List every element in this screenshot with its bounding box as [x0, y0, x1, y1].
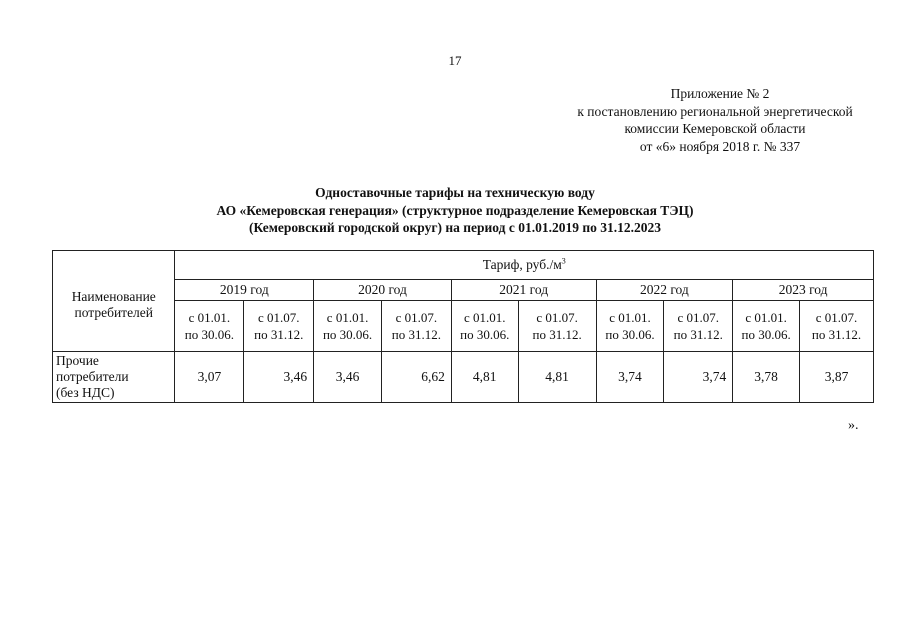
consumer-name-line-1: Прочие	[56, 353, 99, 368]
tariff-value-cell: 3,78	[733, 352, 800, 403]
title-line-1: Одноставочные тарифы на техническую воду	[315, 185, 595, 200]
period-end: по 30.06.	[184, 327, 234, 342]
years-row	[53, 280, 874, 301]
period-start: с 01.01.	[326, 310, 369, 325]
period-start: с 01.07.	[257, 310, 300, 325]
tariff-value-cell: 3,87	[800, 352, 874, 403]
period-end: по 31.12.	[532, 327, 582, 342]
title-line-2: АО «Кемеровская генерация» (структурное подразделение Кемеровская ТЭЦ)	[216, 202, 694, 218]
closing-quote: ».	[848, 418, 859, 433]
tariff-table	[52, 250, 874, 403]
appendix-header	[530, 85, 900, 155]
period-cell-second-half	[800, 301, 874, 352]
tariff-value-cell: 4,81	[451, 352, 518, 403]
tariff-value-cell: 3,74	[664, 352, 733, 403]
period-cell-first-half	[451, 301, 518, 352]
period-end: по 31.12.	[391, 327, 441, 342]
consumer-name-line-2: потребители	[56, 369, 129, 384]
period-start: с 01.01.	[609, 310, 651, 325]
tariff-value-cell: 3,74	[596, 352, 664, 403]
tariff-value-cell: 3,46	[244, 352, 314, 403]
period-end: по 30.06.	[741, 327, 791, 342]
tariff-header-cell	[175, 251, 874, 280]
period-end: по 31.12.	[811, 327, 862, 342]
consumer-header-cell	[53, 251, 175, 352]
period-cell-first-half	[175, 301, 244, 352]
table-row	[53, 352, 874, 403]
page-number: 17	[448, 53, 462, 68]
period-cell-second-half	[381, 301, 451, 352]
period-start: с 01.01.	[463, 310, 506, 325]
periods-row	[53, 301, 874, 352]
period-start: с 01.07.	[677, 310, 720, 325]
period-cell-second-half	[664, 301, 733, 352]
period-cell-second-half	[244, 301, 314, 352]
period-end: по 31.12.	[673, 327, 723, 342]
appendix-date: от «6» ноября 2018 г. № 337	[639, 138, 801, 154]
tariff-header-label: Тариф, руб./м	[482, 257, 562, 272]
tariff-value-cell: 6,62	[381, 352, 451, 403]
period-cell-second-half	[518, 301, 596, 352]
year-cell: 2019 год	[175, 280, 314, 301]
period-start: с 01.01.	[188, 310, 231, 325]
tariff-header-row	[53, 251, 874, 280]
period-end: по 30.06.	[322, 327, 373, 342]
period-end: по 31.12.	[254, 327, 304, 342]
title-line-3: (Кемеровский городской округ) на период с 01.01.2019 по 31.12.2023	[248, 220, 662, 235]
appendix-resolution: к постановлению региональной энергетической	[577, 103, 853, 119]
tariff-value-cell: 3,07	[175, 352, 244, 403]
period-start: с 01.01.	[745, 310, 787, 325]
period-cell-first-half	[733, 301, 800, 352]
consumer-header-line-2: потребителей	[74, 305, 154, 320]
year-cell: 2022 год	[596, 280, 733, 301]
year-cell: 2021 год	[451, 280, 596, 301]
period-end: по 30.06.	[460, 327, 510, 342]
period-start: с 01.07.	[395, 310, 438, 325]
period-cell-first-half	[596, 301, 664, 352]
consumer-name-line-3: (без НДС)	[56, 385, 115, 400]
year-cell: 2023 год	[733, 280, 874, 301]
period-start: с 01.07.	[536, 310, 578, 325]
year-cell: 2020 год	[314, 280, 452, 301]
period-cell-first-half	[314, 301, 382, 352]
tariff-value-cell: 3,46	[314, 352, 382, 403]
period-start: с 01.07.	[815, 310, 858, 325]
document-title	[140, 184, 770, 237]
consumer-header-line-1: Наименование	[71, 289, 156, 304]
consumer-name-cell	[53, 352, 175, 403]
appendix-number: Приложение № 2	[670, 86, 770, 101]
tariff-unit-exponent: 3	[561, 256, 566, 266]
tariff-value-cell: 4,81	[518, 352, 596, 403]
period-end: по 30.06.	[605, 327, 655, 342]
appendix-commission: комиссии Кемеровской области	[624, 121, 806, 136]
